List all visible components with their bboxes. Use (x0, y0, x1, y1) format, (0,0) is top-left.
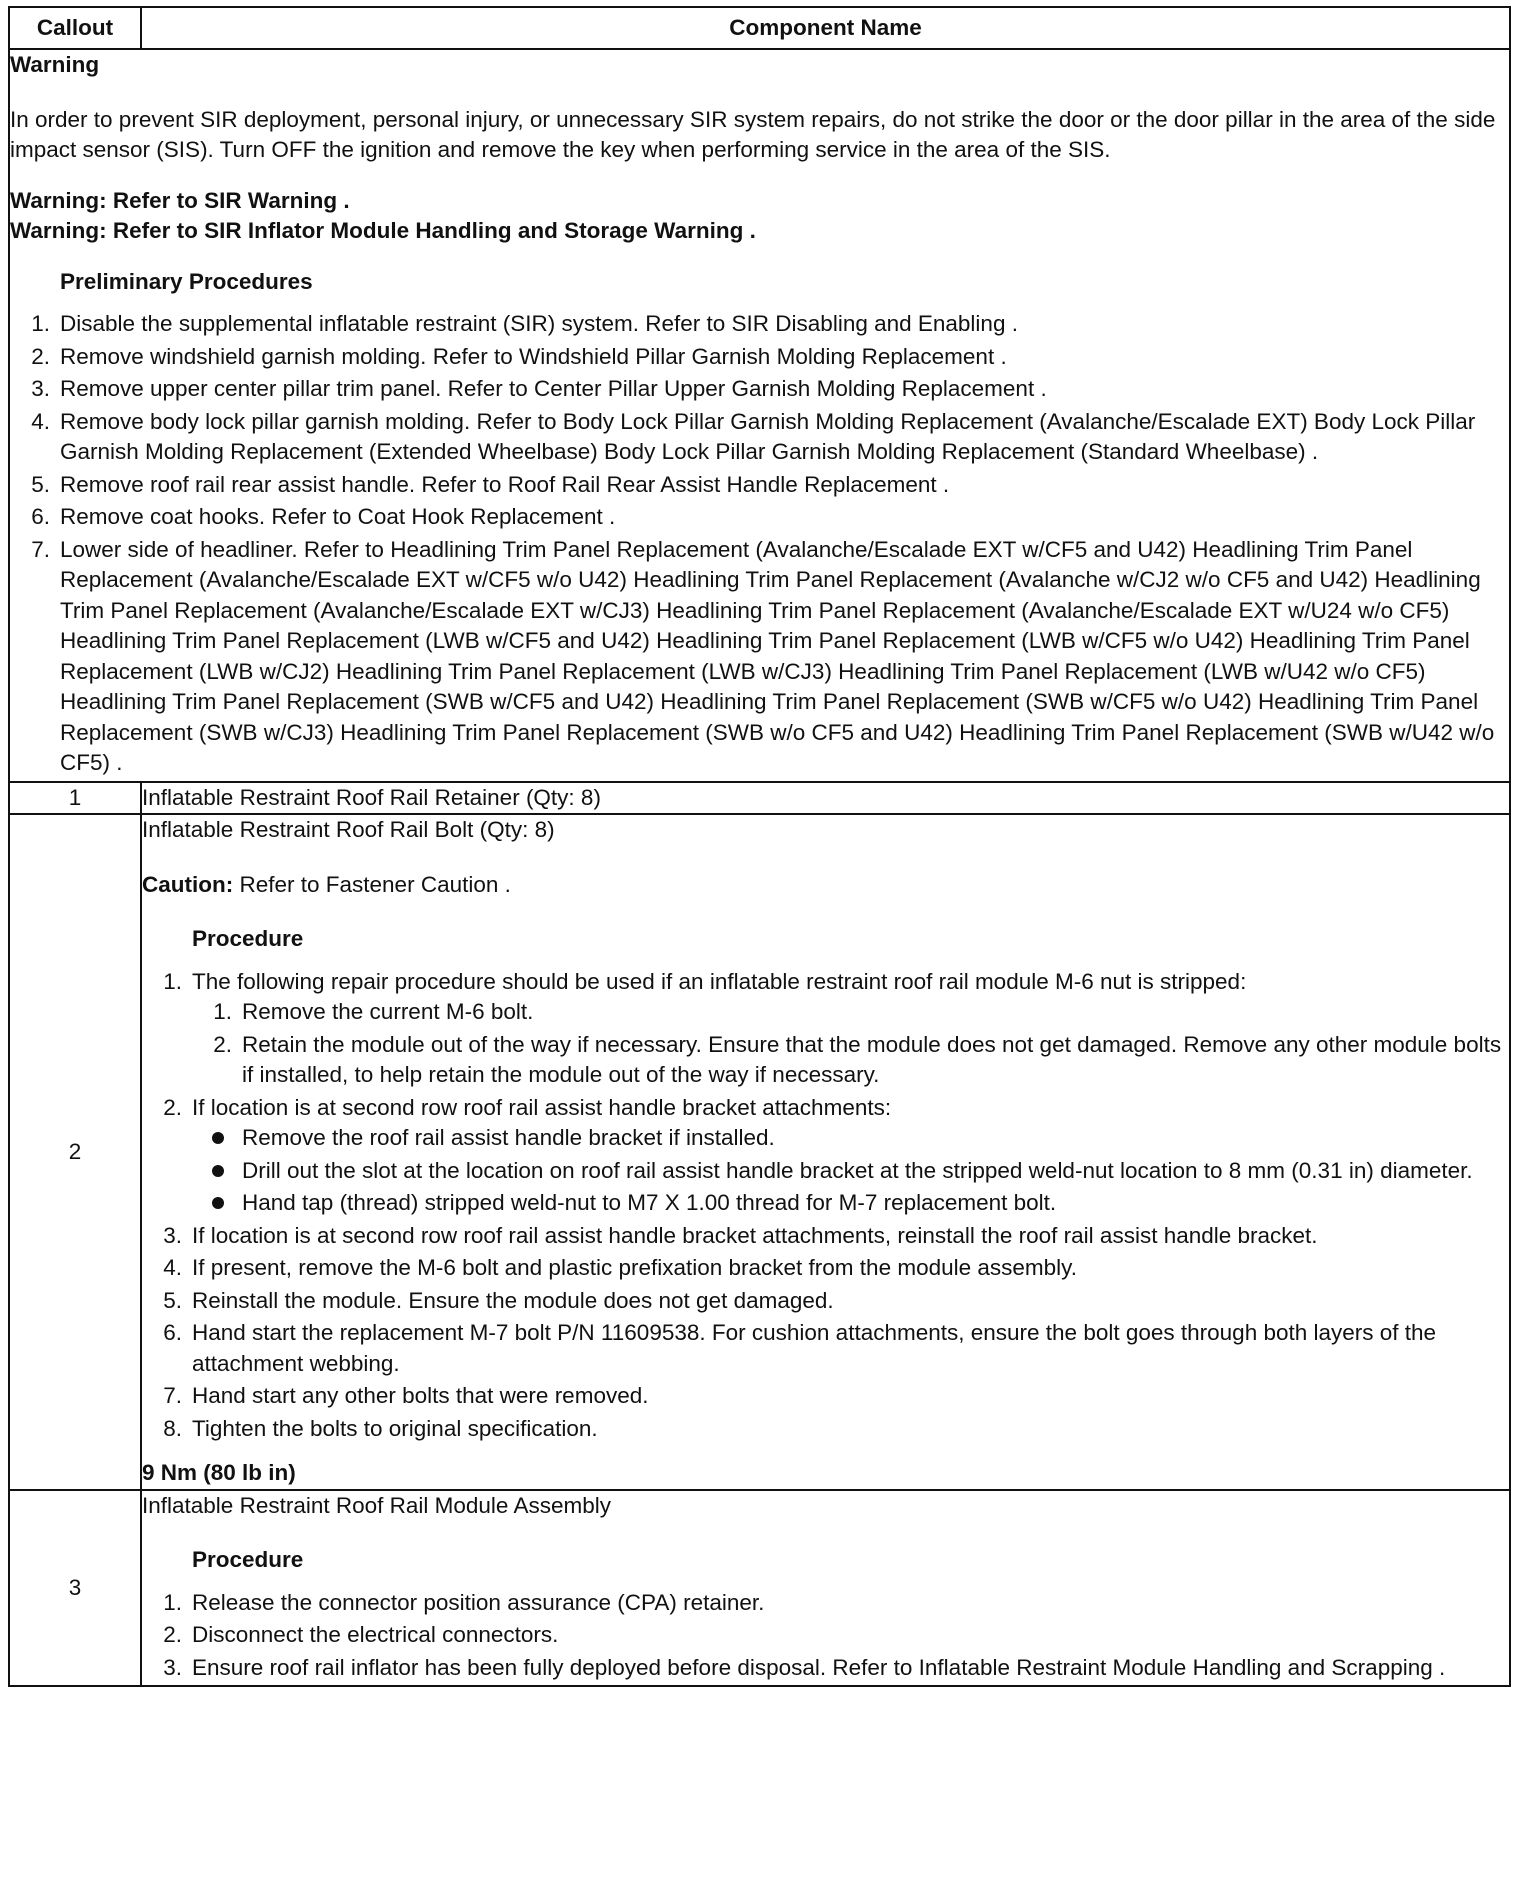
list-item: Drill out the slot at the location on roof rail assist handle bracket at the stripped weld-nut location to 8 mm (0.31 in) diameter. (192, 1156, 1509, 1187)
list-item: Hand tap (thread) stripped weld-nut to M7 X 1.00 thread for M-7 replacement bolt. (192, 1188, 1509, 1219)
list-item: 2. Retain the module out of the way if necessary. Ensure that the module does not get damaged. Remove any other module bolts if installed, to help retain the module out of the way if necessary. (213, 1031, 1502, 1087)
component-column-header: Component Name (141, 7, 1510, 49)
warning-cell (9, 49, 1510, 782)
list-item: 1. Disable the supplemental inflatable restraint (SIR) system. Refer to SIR Disabling and Enabling . (31, 311, 1018, 336)
list-item: 7. Hand start any other bolts that were removed. (163, 1383, 649, 1408)
list-item: 1. The following repair procedure should be used if an inflatable restraint roof rail module M-6 nut is stripped: 1. Remove the current M-6 bolt. 2. Retain the module out of the way if necessary. Ensure that the module does not get damaged. Remove any other module bolts if installed, to help retain the module out of the way if necessary. (142, 967, 1509, 1091)
warning-text: In order to prevent SIR deployment, personal injury, or unnecessary SIR system repairs, do not strike the door or the door pillar in the area of the side impact sensor (SIS). Turn OFF the ignition and remove the key when performing service in the area of the SIS. (10, 106, 1496, 162)
list-item: Remove the roof rail assist handle bracket if installed. (192, 1123, 1509, 1154)
list-item: 3. Remove upper center pillar trim panel. Refer to Center Pillar Upper Garnish Molding Replacement . (31, 376, 1047, 401)
preliminary-procedures-title: Preliminary Procedures (60, 268, 313, 294)
list-item: 6. Remove coat hooks. Refer to Coat Hook Replacement . (31, 504, 616, 529)
procedure-steps (142, 1588, 1509, 1684)
bullet-icon (212, 1132, 224, 1144)
list-item: 4. Remove body lock pillar garnish molding. Refer to Body Lock Pillar Garnish Molding Replacement (Avalanche/Escalade EXT) Body Lock Pillar Garnish Molding Replacement (Extended Wheelbase) Body Lock Pillar Garnish Molding Replacement (Standard Wheelbase) . (31, 408, 1476, 464)
list-item: 5. Reinstall the module. Ensure the module does not get damaged. (163, 1287, 834, 1313)
table-row (9, 814, 1510, 1490)
list-item: 1. Release the connector position assurance (CPA) retainer. (163, 1589, 765, 1615)
component-name: Inflatable Restraint Roof Rail Bolt (Qty: 8) (142, 817, 555, 842)
component-table (8, 6, 1511, 1687)
table-row (9, 782, 1510, 815)
warning-ref-inflator: Warning: Refer to SIR Inflator Module Handling and Storage Warning . (10, 218, 756, 243)
list-item: 5. Remove roof rail rear assist handle. Refer to Roof Rail Rear Assist Handle Replacement . (31, 471, 950, 497)
list-item: 3. Ensure roof rail inflator has been fully deployed before disposal. Refer to Inflatable Restraint Module Handling and Scrapping . (163, 1654, 1446, 1680)
procedure-title: Procedure (192, 1547, 304, 1572)
list-item: 2. Disconnect the electrical connectors. (163, 1622, 559, 1647)
warning-title: Warning (10, 52, 100, 77)
component-name: Inflatable Restraint Roof Rail Retainer (Qty: 8) (141, 782, 1510, 815)
list-item: 8. Tighten the bolts to original specification. (163, 1415, 598, 1441)
callout-column-header: Callout (9, 7, 141, 49)
preliminary-steps (10, 309, 1509, 779)
bullet-icon (212, 1197, 224, 1209)
list-item: 4. If present, remove the M-6 bolt and plastic prefixation bracket from the module assembly. (163, 1255, 1077, 1280)
list-item: 1. Remove the current M-6 bolt. (213, 999, 534, 1024)
procedure-title: Procedure (192, 926, 304, 951)
table-row (9, 1490, 1510, 1687)
callout-number: 2 (9, 814, 141, 1490)
component-detail (141, 814, 1510, 1490)
list-item: 2. Remove windshield garnish molding. Refer to Windshield Pillar Garnish Molding Replacement . (31, 343, 1007, 369)
list-item: 6. Hand start the replacement M-7 bolt P/N 11609538. For cushion attachments, ensure the bolt goes through both layers of the attachment webbing. (163, 1320, 1437, 1376)
bullet-icon (212, 1165, 224, 1177)
callout-number: 1 (9, 782, 141, 815)
list-item: 3. If location is at second row roof rail assist handle bracket attachments, reinstall the roof rail assist handle bracket. (163, 1222, 1318, 1248)
warning-ref-sir: Warning: Refer to SIR Warning . (10, 187, 350, 213)
procedure-steps (142, 967, 1509, 1445)
caution-note: Caution: Refer to Fastener Caution . (142, 871, 511, 897)
warning-row (9, 49, 1510, 782)
torque-spec: 9 Nm (80 lb in) (142, 1460, 296, 1485)
bullet-list (192, 1123, 1509, 1219)
list-item: 7. Lower side of headliner. Refer to Headlining Trim Panel Replacement (Avalanche/Escalade EXT w/CF5 and U42) Headlining Trim Panel Replacement (Avalanche/Escalade EXT w/CF5 w/o U42) Headlining Trim Panel Replacement (Avalanche w/CJ2 w/o CF5 and U42) Headlining Trim Panel Replacement (Avalanche/Escalade EXT w/CJ3) Headlining Trim Panel Replacement (Avalanche/Escalade EXT w/U24 w/o CF5) Headlining Trim Panel Replacement (LWB w/CF5 and U42) Headlining Trim Panel Replacement (LWB w/CF5 w/o U42) Headlining Trim Panel Replacement (LWB w/CJ2) Headlining Trim Panel Replacement (LWB w/CJ3) Headlining Trim Panel Replacement (LWB w/U42 w/o CF5) Headlining Trim Panel Replacement (SWB w/CF5 and U42) Headlining Trim Panel Replacement (SWB w/CF5 w/o U42) Headlining Trim Panel Replacement (SWB w/CJ3) Headlining Trim Panel Replacement (SWB w/o CF5 and U42) Headlining Trim Panel Replacement (SWB w/U42 w/o CF5) . (31, 536, 1495, 775)
sub-steps (192, 997, 1509, 1091)
component-detail (141, 1490, 1510, 1687)
list-item: 2. If location is at second row roof rail assist handle bracket attachments: Remove the roof rail assist handle bracket if installed. Drill out the slot at the location on roof rail assist handle bracket at the stripped weld-nut location to 8 mm (0.31 in) diameter. Hand tap (thread) stripped weld-nut to M7 X 1.00 thread for M-7 replacement bolt. (142, 1093, 1509, 1219)
component-name: Inflatable Restraint Roof Rail Module Assembly (142, 1492, 611, 1518)
table-header-row (9, 7, 1510, 49)
callout-number: 3 (9, 1490, 141, 1687)
